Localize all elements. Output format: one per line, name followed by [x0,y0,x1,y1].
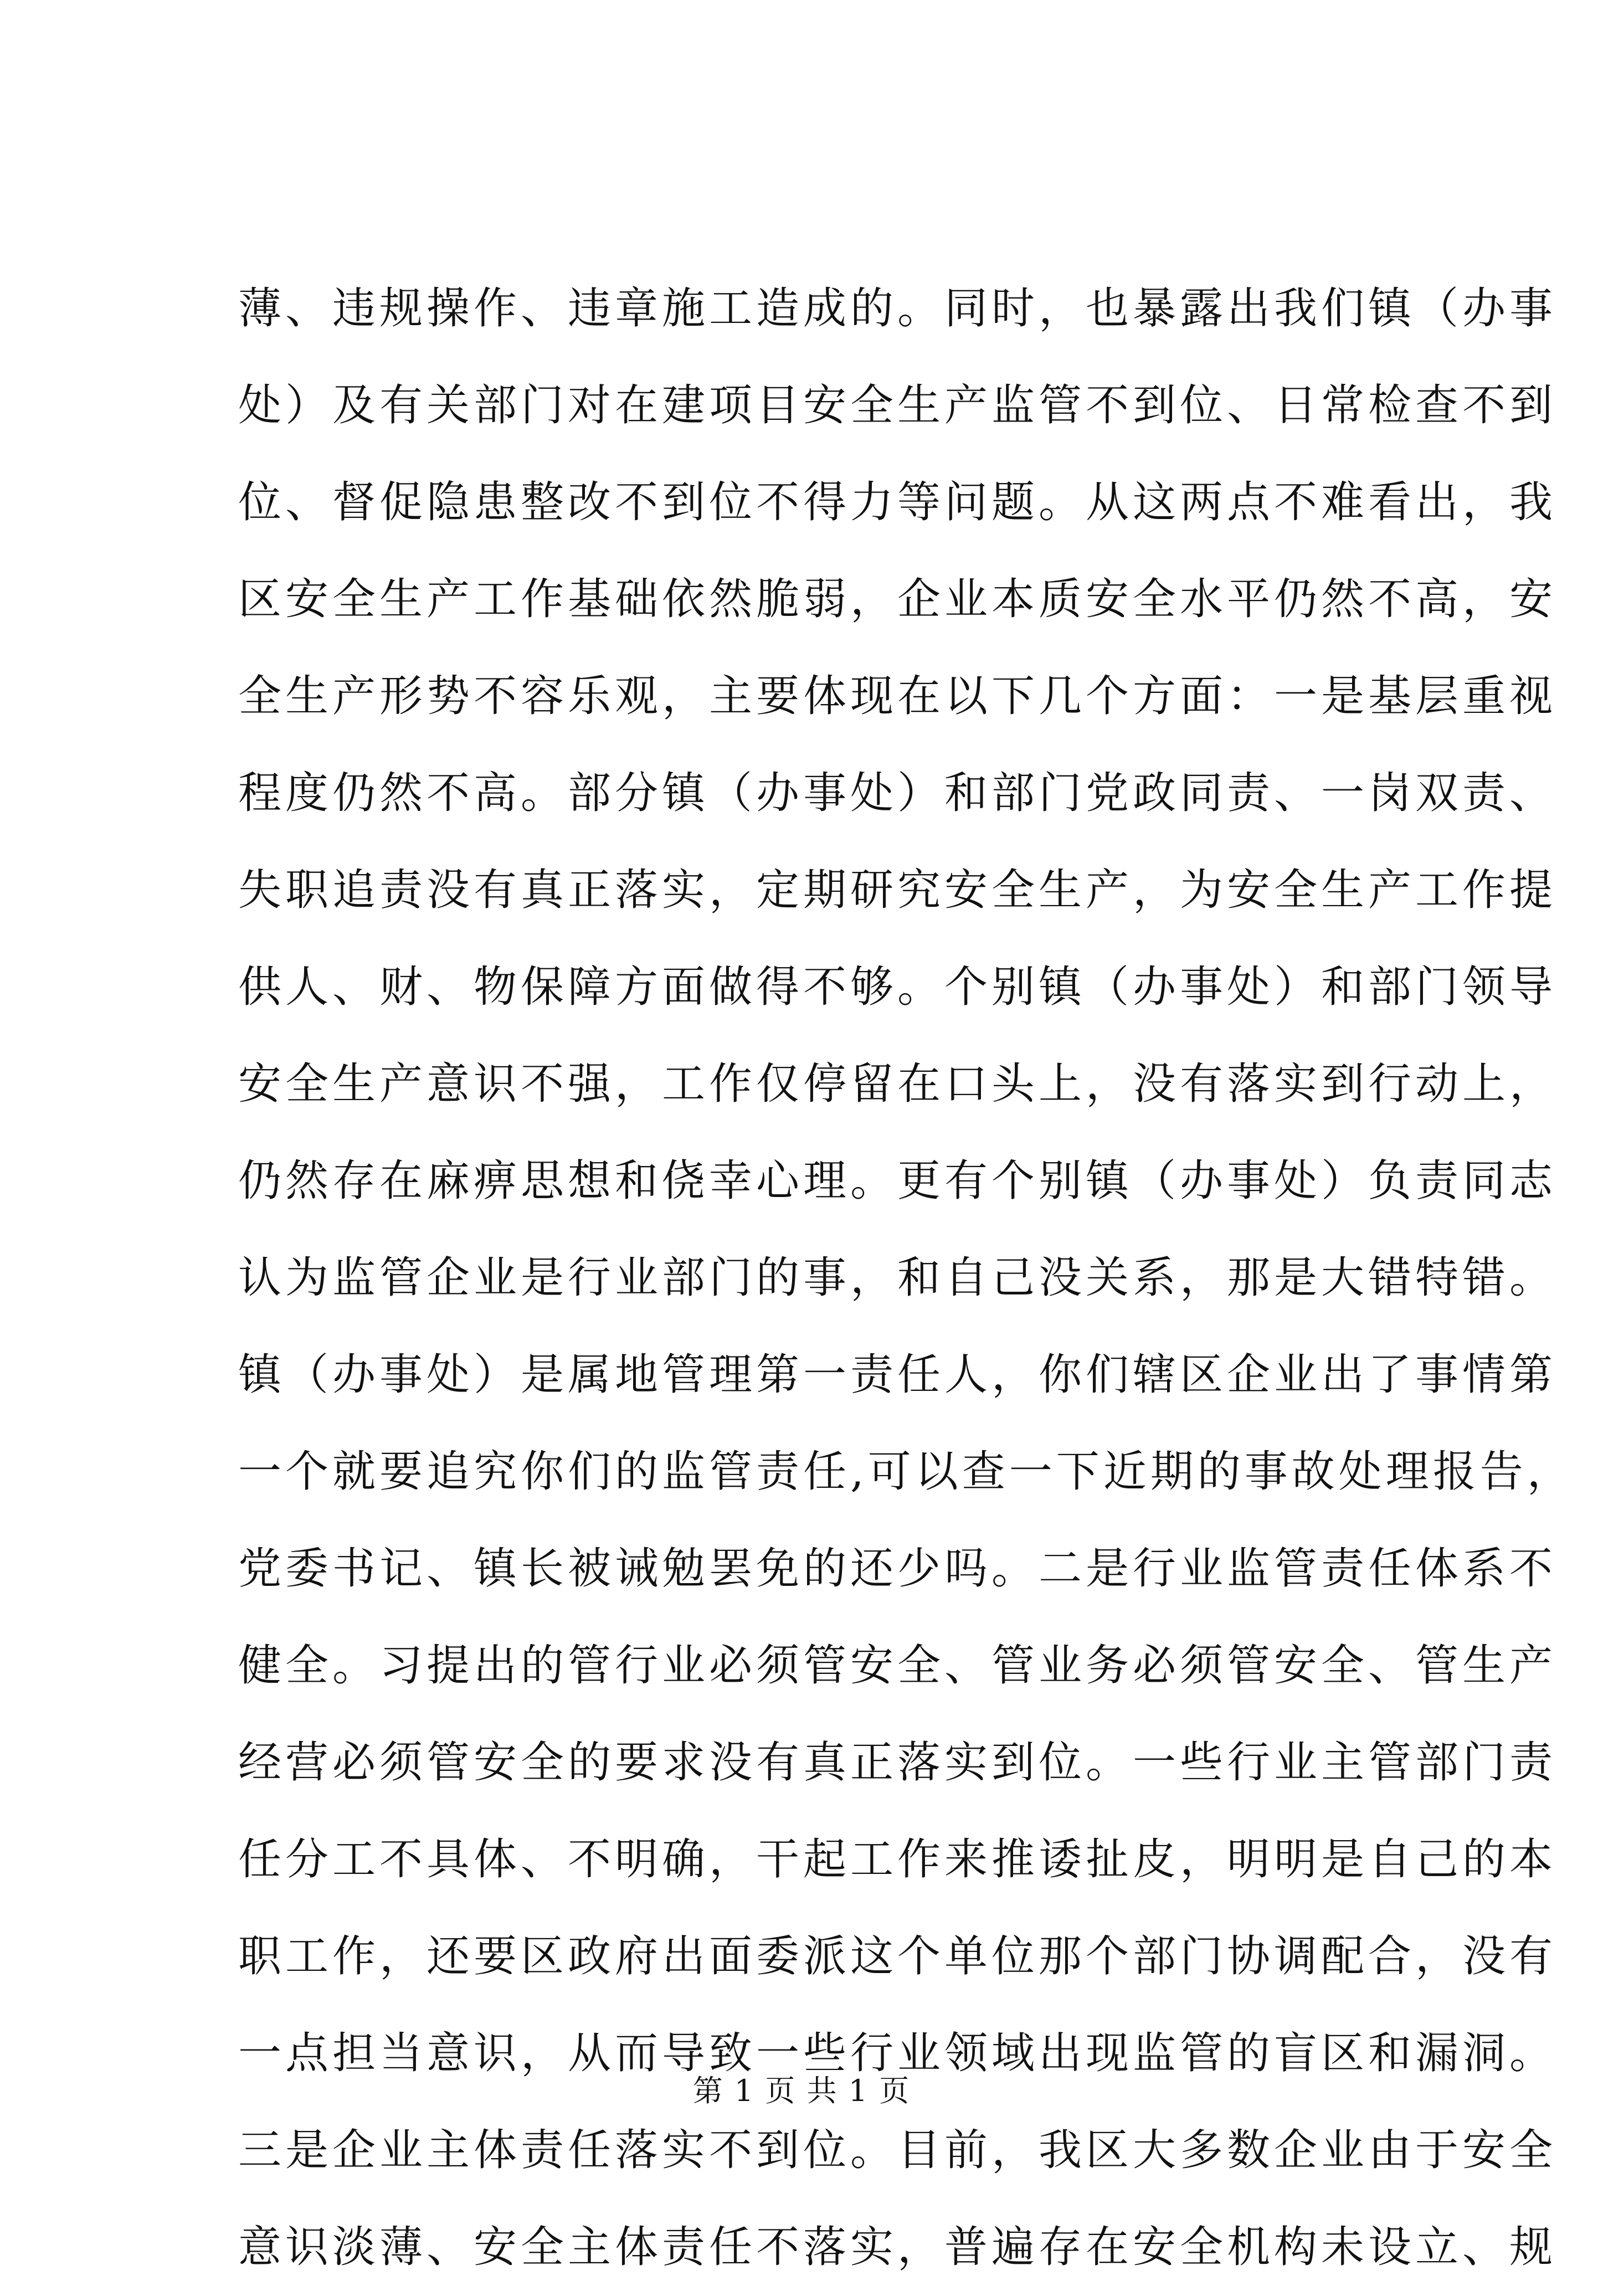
text-line: 任分工不具体、不明确，干起工作来推诿扯皮，明明是自己的本 [238,1835,1557,1884]
text-line: 意识淡薄、安全主体责任不落实，普遍存在安全机构未设立、规 [238,2222,1557,2272]
text-line: 一点担当意识，从而导致一些行业领域出现监管的盲区和漏洞。 [238,2028,1557,2078]
text-line: 认为监管企业是行业部门的事，和自己没关系，那是大错特错。 [238,1253,1557,1303]
text-line: 位、督促隐患整改不到位不得力等问题。从这两点不难看出，我 [238,477,1557,527]
text-line: 经营必须管安全的要求没有真正落实到位。一些行业主管部门责 [238,1738,1557,1788]
text-line: 仍然存在麻痹思想和侥幸心理。更有个别镇（办事处）负责同志 [238,1156,1557,1206]
text-line: 处）及有关部门对在建项目安全生产监管不到位、日常检查不到 [238,381,1557,430]
text-line: 安全生产意识不强，工作仅停留在口头上，没有落实到行动上， [238,1059,1557,1109]
text-line: 程度仍然不高。部分镇（办事处）和部门党政同责、一岗双责、 [238,768,1557,818]
text-line: 薄、违规操作、违章施工造成的。同时，也暴露出我们镇（办事 [238,284,1557,333]
text-line: 健全。习提出的管行业必须管安全、管业务必须管安全、管生产 [238,1641,1557,1691]
text-line: 党委书记、镇长被诫勉罢免的还少吗。二是行业监管责任体系不 [238,1544,1557,1594]
text-line: 三是企业主体责任落实不到位。目前，我区大多数企业由于安全 [238,2125,1557,2175]
page-number-footer: 第 1 页 共 1 页 [692,2073,911,2108]
text-line: 区安全生产工作基础依然脆弱，企业本质安全水平仍然不高，安 [238,574,1557,624]
body-text [238,260,1574,2296]
text-line: 职工作，还要区政府出面委派这个单位那个部门协调配合，没有 [238,1932,1557,1981]
text-line: 全生产形势不容乐观，主要体现在以下几个方面：一是基层重视 [238,671,1557,721]
text-line: 一个就要追究你们的监管责任,可以查一下近期的事故处理报告， [238,1447,1574,1497]
text-line: 失职追责没有真正落实，定期研究安全生产，为安全生产工作提 [238,865,1557,915]
text-line: 镇（办事处）是属地管理第一责任人，你们辖区企业出了事情第 [238,1350,1557,1400]
text-line: 供人、财、物保障方面做得不够。个别镇（办事处）和部门领导 [238,962,1557,1012]
